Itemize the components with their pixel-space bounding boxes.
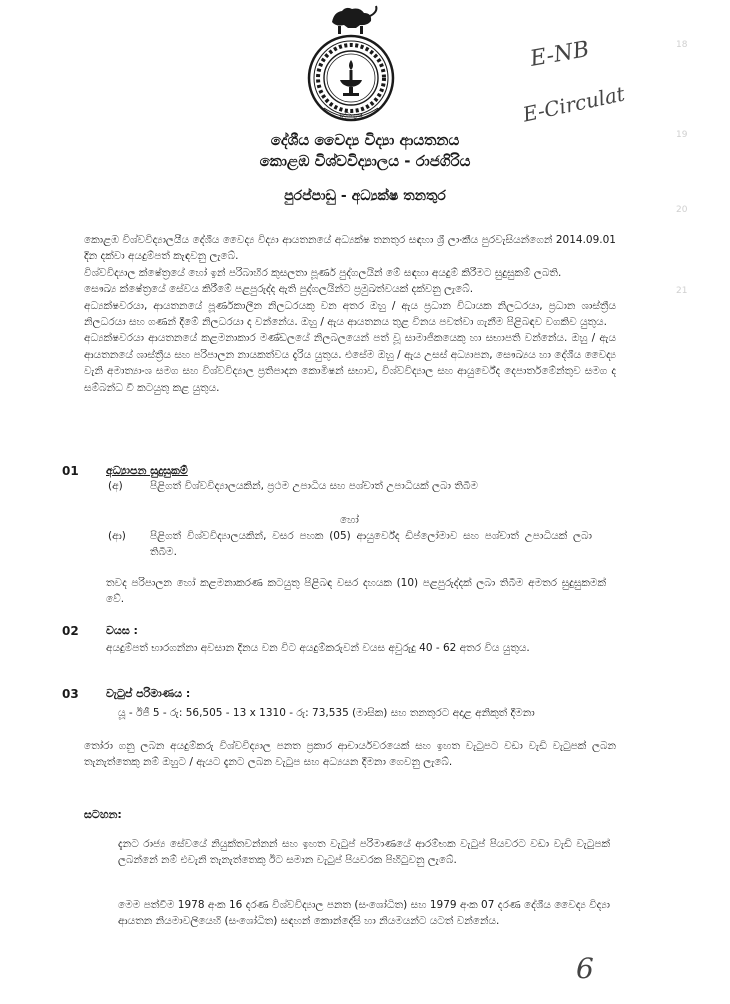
item-marker: (ආ) [108, 530, 126, 542]
salary-text: තෝරා ගනු ලබන අයදුම්කරු විශ්වවිද්‍යාල පනත ප්‍රකාර ආචාර්යවරයෙක් සහ ඉහත වැටුපට වඩා වැඩි වැටුපක් ලබන තැනැත්තෙකු නම් ඔහුට / ඇයට දැනට ලබන වැටුප සහ අධ්‍යයන දීමනා ගෙවනු ලැබේ. [84, 740, 616, 769]
section-number: 03 [62, 687, 79, 701]
institute-name: දේශීය වෛද්‍ය විද්‍යා ආයතනය [270, 131, 460, 149]
logo-motto: ශ්‍රද්ධා ප්‍රඥා [339, 113, 363, 119]
university-crest-logo [294, 4, 408, 124]
section-title-education: අධ්‍යාපන සුදුසුකම් [106, 464, 188, 477]
vacancy-title: පුරප්පාඩු - අධ්‍යක්ෂ තනතුර [284, 188, 446, 204]
handwritten-page-mark: 6 [576, 952, 594, 985]
show-through-mark: 21 [676, 286, 688, 296]
age-requirement: අයදුම්පත් භාරගන්නා අවසාන දිනය වන විට අයදුම්කරුවන් වයස අවුරුදු 40 - 62 අතර විය යුතුය. [106, 642, 530, 654]
qualification-aa: පිළිගත් විශ්වවිද්‍යාලයකින්, වසර පහක (05) ආයුර්වේද ඩිප්ලෝමාව සහ පශ්චාත් උපාධියක් ලබා තිබීම. [150, 530, 592, 559]
lion-emblem-icon [332, 6, 376, 34]
show-through-mark: 20 [676, 205, 688, 215]
intro-block [84, 232, 616, 396]
intro-paragraph: සෞඛ්‍ය ක්ෂේත්‍රයේ සේවය කිරීමේ පළපුරුද්ද ඇති පුද්ගලයින්ට ප්‍රමුඛත්වයක් දක්වනු ලැබේ. [84, 283, 474, 296]
item-marker: (අ) [108, 480, 123, 492]
section-title-age: වයස : [106, 624, 138, 637]
handwritten-note-enb: E-NB [528, 37, 592, 72]
section-number: 02 [62, 624, 79, 638]
intro-paragraph: කොළඹ විශ්වවිද්‍යාලයීය දේශීය වෛද්‍ය විද්‍යා ආයතනයේ අධ්‍යක්ෂ තනතුර සඳහා ශ්‍රී ලාංකීය පුරවැසියන්ගෙන් 2014.09.01 දින දක්වා අයදුම්පත් කැඳවනු ලැබේ. [84, 234, 616, 263]
additional-qualification: තවද පරිපාලන හෝ කළමනාකරණ කටයුතු පිළිබඳ වසර දහයක (10) පළපුරුද්දක් ලබා තිබීම අමතර සුදුසුකමක් වේ. [106, 577, 606, 606]
section-number: 01 [62, 464, 79, 478]
note-paragraph: දැනට රාජ්‍ය සේවයේ නියුක්තවන්නන් සහ ඉහත වැටුප් පරිමාණයේ ආරම්භක වැටුප් පියවරට වඩා වැඩි වැටුපක් ලබන්නේ නම් එවැනි තැනැත්තෙකු ඊට සමාන වැටුප් පියවරක පිහිටුවනු ලැබේ. [118, 838, 610, 867]
intro-paragraph: විශ්වවිද්‍යාල ක්ෂේත්‍රයේ හෝ ඉන් පරිබාහිර කුසලතා පූර්ණ පුද්ගලයින් මේ සඳහා අයදුම් කිරීමට සුදුසුකම් ලබති. [84, 266, 562, 279]
salary-scale: යූ - ඊජී 5 - රු: 56,505 - 13 x 1310 - රු: 73,535 (මාසික) සහ තනතුරට අදාළ අනිකුත් දීමනා [118, 707, 535, 719]
notes-heading: සටහන: [84, 808, 122, 821]
qualification-a: පිළිගත් විශ්වවිද්‍යාලයකින්, ප්‍රථම උපාධිය සහ පශ්චාත් උපාධියක් ලබා තිබීම [150, 480, 478, 492]
show-through-mark: 19 [676, 130, 688, 140]
or-separator: හෝ [340, 514, 359, 526]
section-title-salary: වැටුප් පරිමාණය : [106, 687, 191, 700]
intro-paragraph: අධ්‍යක්ෂවරයා, ආයතනයේ පූර්ණකාලීන නිලධරයකු වන අතර ඔහු / ඇය ප්‍රධාන විධායක නිලධරයා, ප්‍රධාන ශාස්ත්‍රීය නිලධරයා සහ ගණන් දීමේ නිලධරයා ද වන්නේය. ඔහු / ඇය ආයතනය තුළ විනය පවත්වා ගැනීම පිළිබඳව වගකිව යුතුය. [84, 299, 616, 329]
intro-paragraph: අධ්‍යක්ෂවරයා ආයතනයේ කළමනාකාර මණ්ඩලයේ නිලබලයෙන් පත් වූ සාමාජිකයෙකු හා සභාපති වන්නේය. ඔහු / ඇය ආයතනයේ ශාස්ත්‍රීය සහ පරිපාලන නායකත්වය දැරිය යුතුය. එසේම ඔහු / ඇය උසස් අධ්‍යාපන, සෞඛ්‍යය හා දේශීය වෛද්‍ය වැනි අමාත්‍යාංශ සමග සහ විශ්වවිද්‍යාල ප්‍රතිපාදන කොමිෂන් සභාව, විශ්වවිද්‍යාල සහ ආයුර්වේද දෙපාර්තමේන්තුව සමග ද සම්බන්ධ වී කටයුතු කළ යුතුය. [84, 332, 616, 394]
show-through-mark: 18 [676, 40, 688, 50]
university-name: කොළඹ විශ්වවිද්‍යාලය - රාජගිරිය [259, 152, 471, 170]
handwritten-note-circular: E-Circulat [520, 81, 627, 127]
note-paragraph: මෙම පත්වීම 1978 අංක 16 දරණ විශ්වවිද්‍යාල පනත (සංශෝධිත) සහ 1979 අංක 07 දරණ දේශීය වෛද්‍ය විද්‍යා ආයතන නියමාවලියෙහි (සංශෝධිත) සඳහන් කොන්දේසි හා නියමයන්ට යටත් වන්නේය. [118, 899, 610, 928]
